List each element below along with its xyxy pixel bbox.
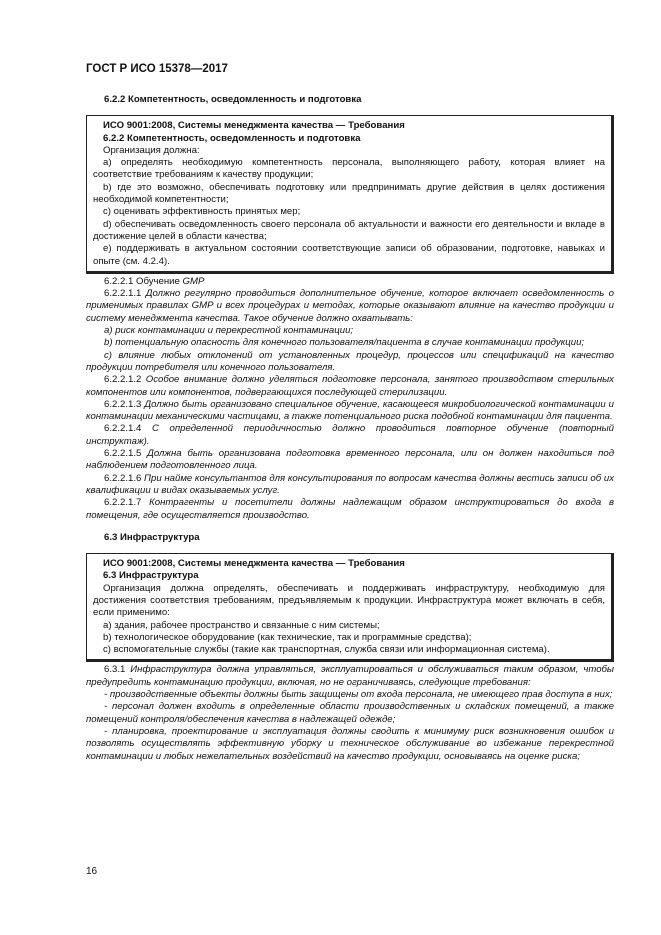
page-number: 16 — [86, 866, 98, 877]
quote-intro: Организация должна: — [103, 144, 200, 156]
quote-intro: Организация должна определять, обеспечивать и поддерживать инфраструктуру, необходимую для достижения соответствия требованиям, предъявляемым к продукции. Инфраструктура может включать в себя, если применимо: — [93, 582, 605, 619]
iso-quote-box-622 — [86, 115, 614, 274]
quote-standard: ИСО 9001:2008, Системы менеджмента качества — Требования — [103, 120, 405, 132]
clause-item: c) влияние любых отклонений от установленных процедур, процессов или спецификаций на качество продукции потребителя или конечного пользователя. — [86, 349, 614, 373]
bullet-item: - персонал должен входить в определенные области производственных и складских помещений, а также помещений контроля/обеспечения качества в надлежащей одежде; — [86, 701, 614, 725]
quote-item: d) обеспечивать осведомленность своего персонала об актуальности и важности его деятельности и вкладе в достижение целей в области качества; — [93, 218, 605, 242]
quote-title: 6.3 Инфраструктура — [103, 570, 199, 582]
quote-standard: ИСО 9001:2008, Системы менеджмента качества — Требования — [103, 558, 405, 570]
section-heading-622: 6.2.2 Компетентность, осведомленность и подготовка — [104, 94, 362, 105]
quote-item: c) вспомогательные службы (такие как транспортная, служба связи или информационная система). — [103, 644, 550, 656]
quote-item: a) здания, рабочее пространство и связанные с ним системы; — [103, 619, 380, 631]
quote-item: e) поддерживать в актуальном состоянии соответствующие записи об образовании, подготовке, навыках и опыте (см. 4.2.4). — [93, 243, 605, 267]
clause-6-2-2-1-2: 6.2.2.1.2 Особое внимание должно уделяться подготовке персонала, занятого производством стерильных компонентов или компонентов, подвергающихся последующей стерилизации. — [86, 374, 614, 398]
clause-item: b) потенциальную опасность для конечного пользователя/пациента в случае контаминации продукции; — [104, 337, 585, 349]
quote-item: b) технологическое оборудование (как технические, так и программные средства); — [103, 631, 472, 643]
quote-item: c) оценивать эффективность принятых мер; — [103, 206, 301, 218]
clause-6-2-2-1-3: 6.2.2.1.3 Должно быть организовано специальное обучение, касающееся микробиологической контаминации и контаминации механическими частицами, а также потенциального риска подобной контаминации для пациента. — [86, 398, 614, 423]
gmp-training-heading: 6.2.2.1 Обучение GMP — [104, 275, 205, 287]
iso-quote-box-63 — [86, 553, 614, 662]
quote-title: 6.2.2 Компетентность, осведомленность и подготовка — [103, 132, 361, 144]
clause-6-2-2-1-6: 6.2.2.1.6 При найме консультантов для консультирования по вопросам качества должны вестись записи об их квалификации и видах оказываемых услуг. — [86, 472, 614, 496]
bullet-item: - планировка, проектирование и эксплуатация должны сводить к минимуму риск возникновения ошибок и позволять осуществлять эффективную уборку и техническое обслуживание во избежание перекрестной контаминации и любых нежелательных воздействий на качество продукции, основываясь на оценке риска; — [86, 725, 614, 762]
clause-6-2-2-1-7: 6.2.2.1.7 Контрагенты и посетители должны надлежащим образом инструктироваться до входа в помещения, где осуществляется производство. — [86, 497, 614, 521]
clause-6-2-2-1-5: 6.2.2.1.5 Должна быть организована подготовка временного персонала, или он должен находиться под наблюдением подготовленного лица. — [86, 448, 614, 472]
clause-6-2-2-1-1: 6.2.2.1.1 Должно регулярно проводиться дополнительное обучение, которое включает осведомленность о применимых правилах GMP и всех процедурах и методах, которые оказывают влияние на качество продукции и систему менеджмента качества. Такое обучение должно охватывать: — [86, 288, 614, 324]
quote-item: b) где это возможно, обеспечивать подготовку или предпринимать другие действия в целях достижения необходимой компетентности; — [93, 181, 605, 206]
bullet-item: - производственные объекты должны быть защищены от входа персонала, не имеющего прав доступа в них; — [104, 689, 613, 701]
clause-item: a) риск контаминации и перекрестной контаминации; — [104, 325, 354, 337]
page-content — [86, 94, 614, 763]
document-header: ГОСТ Р ИСО 15378—2017 — [86, 63, 228, 75]
clause-6-2-2-1-4: 6.2.2.1.4 С определенной периодичностью должно проводиться повторное обучение (повторный инструктаж). — [86, 423, 614, 447]
quote-item: a) определять необходимую компетентность персонала, выполняющего работу, которая влияет на соответствие требованиям к качеству продукции; — [93, 157, 605, 181]
section-heading-63: 6.3 Инфраструктура — [104, 531, 200, 543]
clause-6-3-1: 6.3.1 Инфраструктура должна управляться, эксплуатироваться и обслуживаться таким образом, чтобы предупредить контаминацию продукции, включая, но не ограничиваясь, следующие требования: — [86, 664, 614, 688]
